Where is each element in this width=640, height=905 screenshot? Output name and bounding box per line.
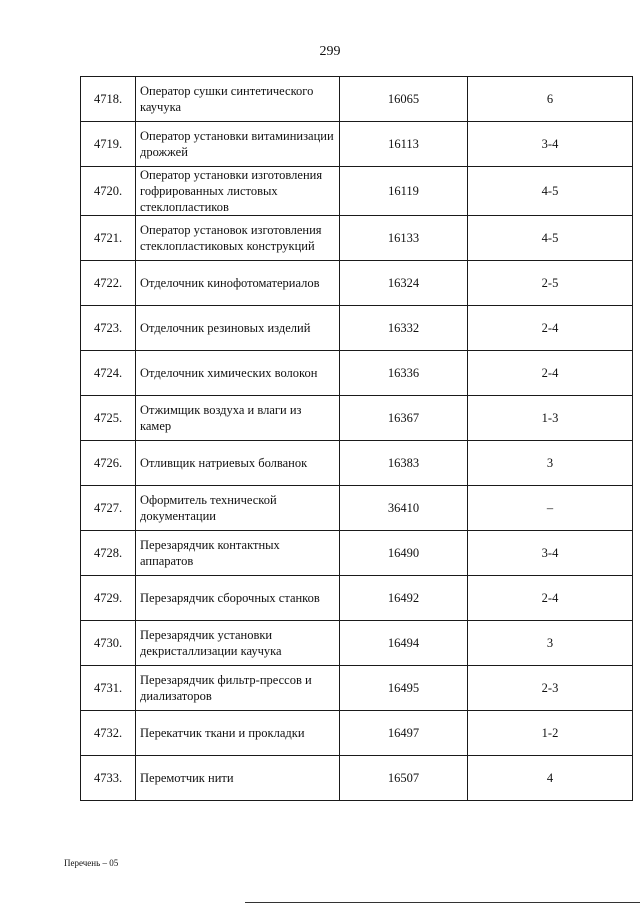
profession-name: Отделочник химических волокон [136, 351, 340, 396]
profession-name: Оператор сушки синтетического каучука [136, 77, 340, 122]
table-row [81, 77, 633, 122]
grade-range: 4-5 [468, 216, 633, 261]
table-row [81, 756, 633, 801]
table-row [81, 531, 633, 576]
profession-code: 16119 [340, 167, 468, 216]
grade-range: 3 [468, 441, 633, 486]
grade-range: 1-3 [468, 396, 633, 441]
grade-range: 3-4 [468, 531, 633, 576]
table-row [81, 666, 633, 711]
profession-code: 16336 [340, 351, 468, 396]
table-body [81, 77, 633, 801]
grade-range: 4 [468, 756, 633, 801]
profession-code: 16383 [340, 441, 468, 486]
profession-name: Оформитель технической документации [136, 486, 340, 531]
profession-code: 16497 [340, 711, 468, 756]
grade-range: 1-2 [468, 711, 633, 756]
profession-name: Перезарядчик установки декристаллизации каучука [136, 621, 340, 666]
table-row [81, 216, 633, 261]
profession-code: 16494 [340, 621, 468, 666]
grade-range: 3-4 [468, 122, 633, 167]
profession-code: 16324 [340, 261, 468, 306]
footer-label: Перечень – 05 [64, 858, 119, 868]
grade-range: 2-5 [468, 261, 633, 306]
grade-range: 2-3 [468, 666, 633, 711]
profession-code: 16490 [340, 531, 468, 576]
grade-range: 4-5 [468, 167, 633, 216]
profession-name: Перезарядчик фильтр-прессов и диализаторов [136, 666, 340, 711]
profession-code: 16507 [340, 756, 468, 801]
table-row [81, 167, 633, 216]
row-number: 4725. [81, 396, 136, 441]
profession-code: 16113 [340, 122, 468, 167]
table-row [81, 576, 633, 621]
table-row [81, 486, 633, 531]
profession-name: Отжимщик воздуха и влаги из камер [136, 396, 340, 441]
profession-name: Оператор установки витаминизации дрожжей [136, 122, 340, 167]
profession-code: 16133 [340, 216, 468, 261]
page-number: 299 [319, 44, 341, 59]
row-number: 4718. [81, 77, 136, 122]
row-number: 4723. [81, 306, 136, 351]
row-number: 4724. [81, 351, 136, 396]
row-number: 4719. [81, 122, 136, 167]
grade-range: 3 [468, 621, 633, 666]
professions-table [80, 76, 633, 801]
row-number: 4726. [81, 441, 136, 486]
profession-name: Перекатчик ткани и прокладки [136, 711, 340, 756]
table-row [81, 441, 633, 486]
profession-name: Оператор установки изготовления гофрированных листовых стеклопластиков [136, 167, 340, 216]
table-row [81, 396, 633, 441]
row-number: 4731. [81, 666, 136, 711]
grade-range: – [468, 486, 633, 531]
row-number: 4728. [81, 531, 136, 576]
table-row [81, 261, 633, 306]
row-number: 4733. [81, 756, 136, 801]
profession-code: 16332 [340, 306, 468, 351]
profession-code: 36410 [340, 486, 468, 531]
row-number: 4722. [81, 261, 136, 306]
profession-name: Отделочник резиновых изделий [136, 306, 340, 351]
table-row [81, 711, 633, 756]
profession-name: Отливщик натриевых болванок [136, 441, 340, 486]
profession-code: 16367 [340, 396, 468, 441]
table-row [81, 621, 633, 666]
table-row [81, 306, 633, 351]
profession-name: Перемотчик нити [136, 756, 340, 801]
profession-name: Отделочник кинофотоматериалов [136, 261, 340, 306]
profession-code: 16495 [340, 666, 468, 711]
grade-range: 6 [468, 77, 633, 122]
grade-range: 2-4 [468, 351, 633, 396]
profession-name: Оператор установок изготовления стеклопластиковых конструкций [136, 216, 340, 261]
grade-range: 2-4 [468, 576, 633, 621]
row-number: 4721. [81, 216, 136, 261]
row-number: 4729. [81, 576, 136, 621]
row-number: 4732. [81, 711, 136, 756]
row-number: 4720. [81, 167, 136, 216]
table-row [81, 351, 633, 396]
profession-name: Перезарядчик сборочных станков [136, 576, 340, 621]
profession-name: Перезарядчик контактных аппаратов [136, 531, 340, 576]
profession-code: 16492 [340, 576, 468, 621]
table-row [81, 122, 633, 167]
grade-range: 2-4 [468, 306, 633, 351]
profession-code: 16065 [340, 77, 468, 122]
row-number: 4727. [81, 486, 136, 531]
page-edge-line [245, 902, 640, 903]
row-number: 4730. [81, 621, 136, 666]
